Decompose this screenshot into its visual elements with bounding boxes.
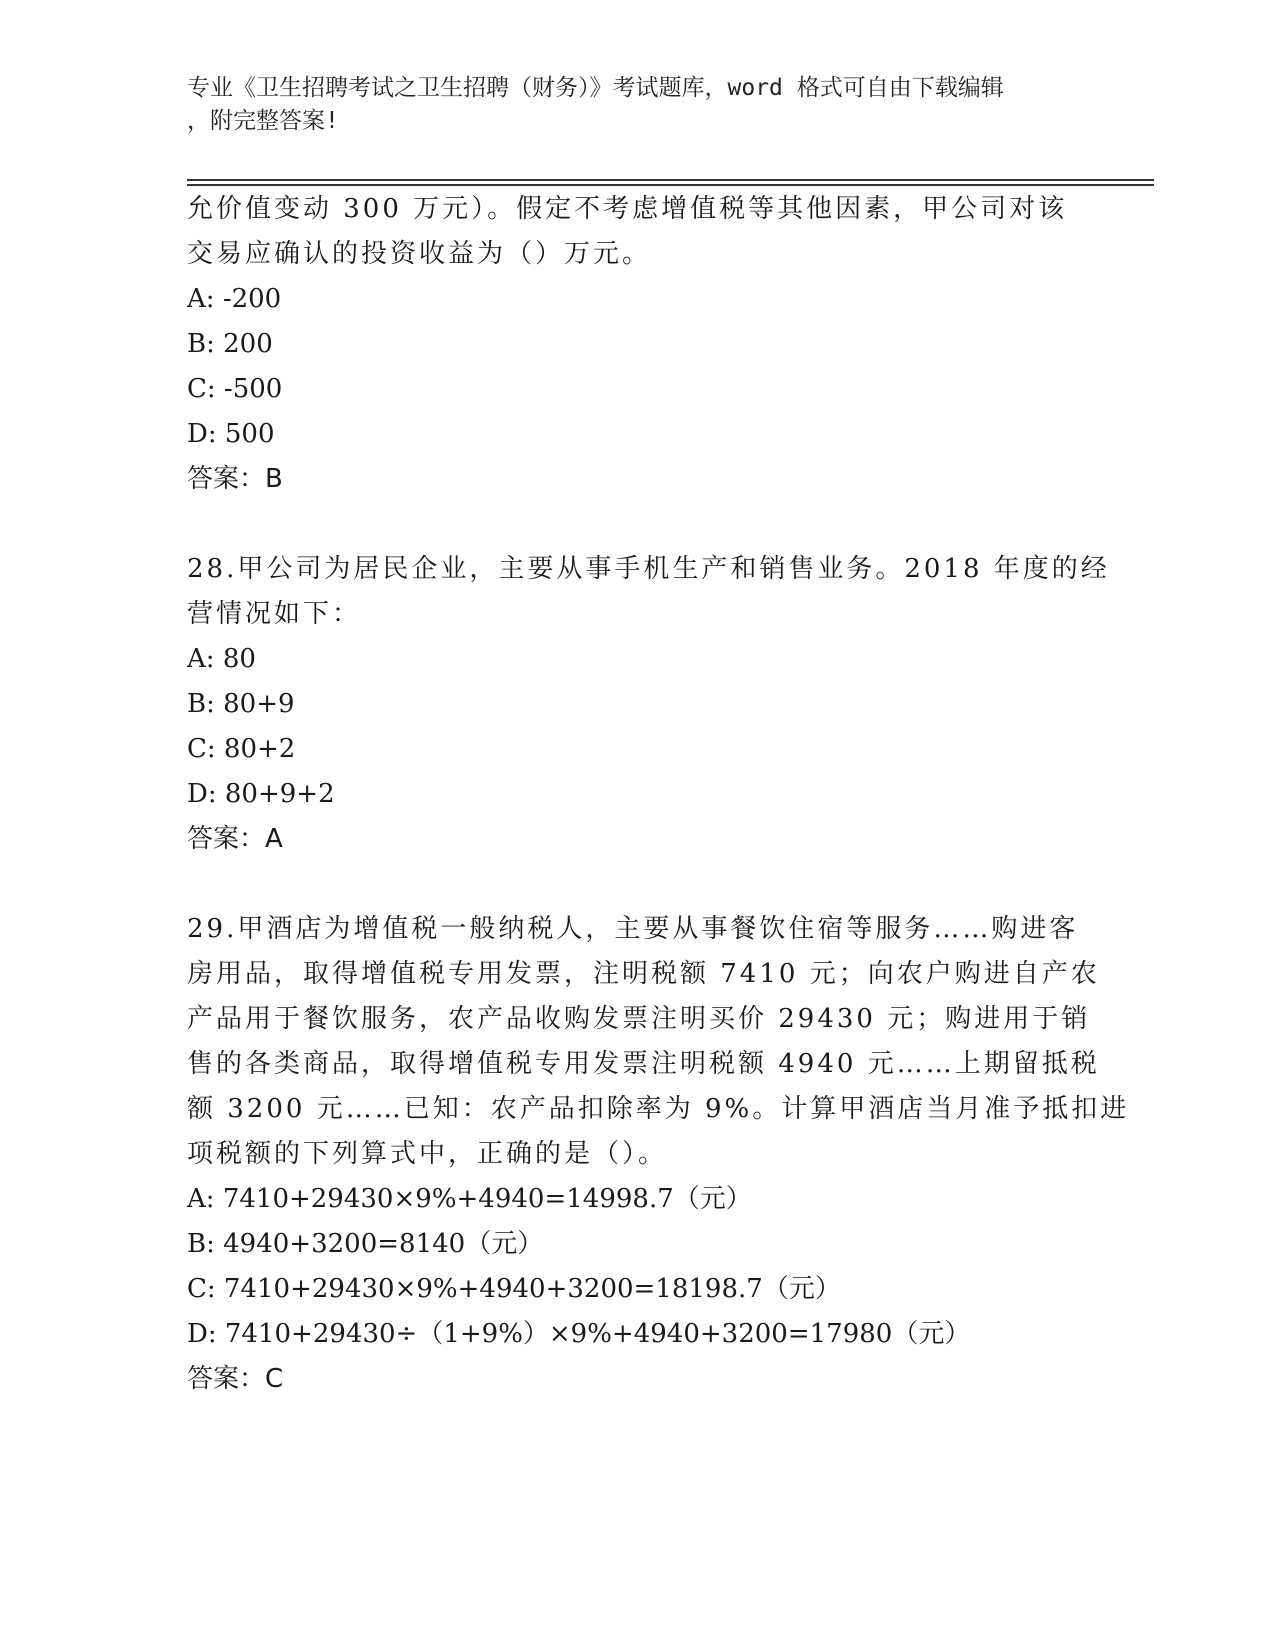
answer-line: 答案：C <box>187 1364 284 1394</box>
option-text: -200 <box>222 284 282 314</box>
option-c <box>187 1267 1087 1312</box>
question-stem-line: 额 3200 元……已知：农产品扣除率为 9%。计算甲酒店当月准予抵扣进 <box>187 1094 1130 1124</box>
option-key: D: <box>187 419 217 449</box>
question-29 <box>187 907 1130 1402</box>
question-stem-line: 项税额的下列算式中，正确的是（）。 <box>187 1139 668 1169</box>
option-text: 7410+29430×9%+4940=14998.7（元） <box>222 1184 752 1214</box>
option-b <box>187 1222 1087 1267</box>
question-stem-line: 营情况如下： <box>187 599 362 629</box>
option-text: 80+2 <box>223 734 296 764</box>
question-28 <box>187 547 1110 862</box>
option-text: -500 <box>223 374 283 404</box>
spacer <box>187 862 1087 907</box>
option-key: D: <box>187 779 217 809</box>
option-d <box>187 772 1087 817</box>
option-key: A: <box>187 1184 215 1214</box>
option-text: 4940+3200=8140（元） <box>223 1229 544 1259</box>
option-key: A: <box>187 284 215 314</box>
question-stem-line: 允价值变动 300 万元）。假定不考虑增值税等其他因素，甲公司对该 <box>187 194 1068 224</box>
option-a <box>187 277 1087 322</box>
question-stem-line: 交易应确认的投资收益为（）万元。 <box>187 239 652 269</box>
question-content <box>187 187 1130 1402</box>
option-key: D: <box>187 1319 217 1349</box>
option-d <box>187 412 1087 457</box>
option-a <box>187 637 1087 682</box>
question-stem-line: 售的各类商品，取得增值税专用发票注明税额 4940 元……上期留抵税 <box>187 1049 1100 1079</box>
header-divider-top <box>187 179 1154 181</box>
option-text: 7410+29430×9%+4940+3200=18198.7（元） <box>223 1274 841 1304</box>
option-b <box>187 322 1087 367</box>
option-c <box>187 367 1087 412</box>
option-text: 80+9+2 <box>224 779 335 809</box>
question-stem-line: 房用品，取得增值税专用发票，注明税额 7410 元；向农户购进自产农 <box>187 959 1100 989</box>
question-stem-line: 29.甲酒店为增值税一般纳税人，主要从事餐饮住宿等服务……购进客 <box>187 914 1079 944</box>
option-key: C: <box>187 1274 216 1304</box>
option-key: B: <box>187 329 215 359</box>
answer-line: 答案：A <box>187 824 283 854</box>
option-text: 7410+29430÷（1+9%）×9%+4940+3200=17980（元） <box>224 1319 971 1349</box>
option-b <box>187 682 1087 727</box>
option-text: 500 <box>224 419 275 449</box>
option-key: B: <box>187 689 215 719</box>
option-text: 80+9 <box>223 689 295 719</box>
option-key: C: <box>187 734 216 764</box>
option-key: A: <box>187 644 215 674</box>
spacer <box>187 502 1087 547</box>
header-line-2: ，附完整答案! <box>187 108 339 134</box>
option-key: B: <box>187 1229 215 1259</box>
option-c <box>187 727 1087 772</box>
option-text: 80 <box>222 644 256 674</box>
option-d <box>187 1312 1087 1357</box>
question-27 <box>187 187 1087 502</box>
header-line-1: 专业《卫生招聘考试之卫生招聘（财务）》考试题库，word 格式可自由下载编辑 <box>187 75 1004 101</box>
header-divider-bottom <box>187 184 1154 186</box>
option-a <box>187 1177 1087 1222</box>
page-header <box>187 72 1077 138</box>
option-key: C: <box>187 374 216 404</box>
question-stem-line: 产品用于餐饮服务，农产品收购发票注明买价 29430 元；购进用于销 <box>187 1004 1091 1034</box>
answer-line: 答案：B <box>187 464 283 494</box>
option-text: 200 <box>223 329 273 359</box>
question-stem-line: 28.甲公司为居民企业，主要从事手机生产和销售业务。2018 年度的经 <box>187 554 1110 584</box>
